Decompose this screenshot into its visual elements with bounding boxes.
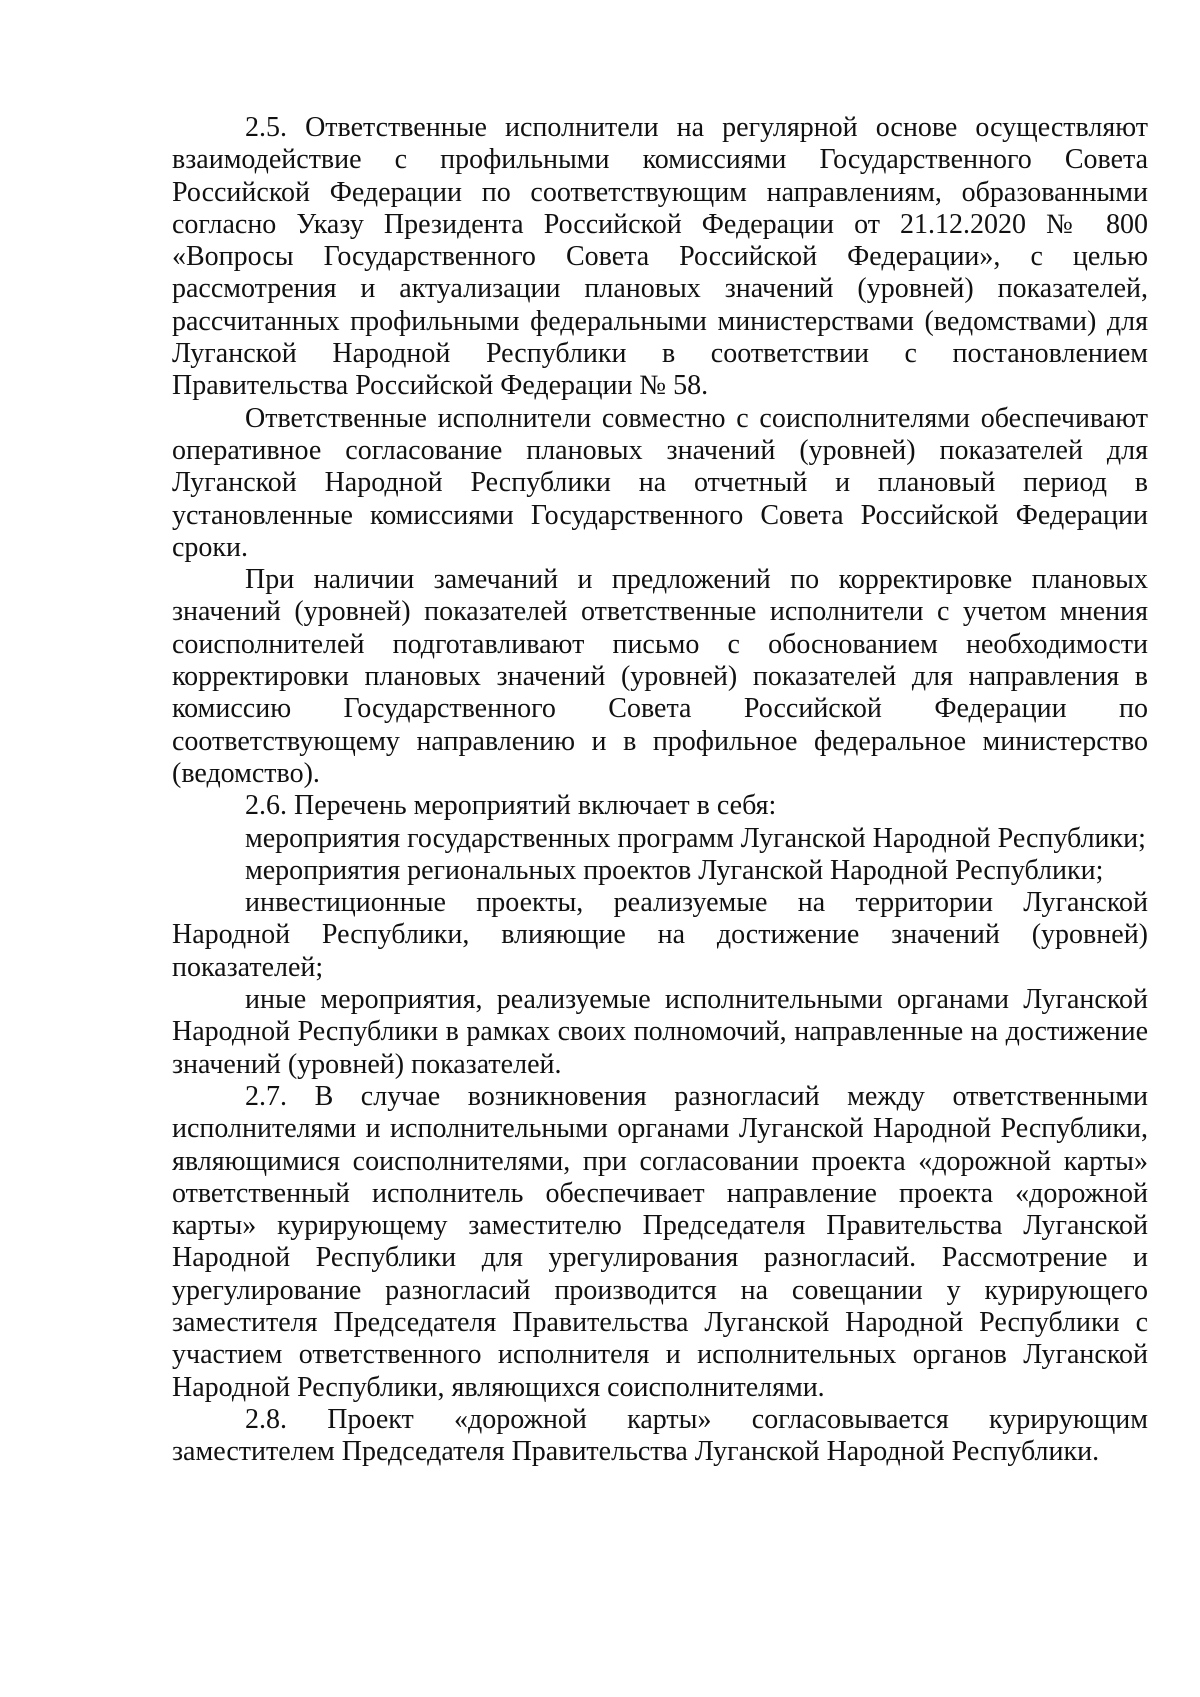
paragraph-2-5-corrections: При наличии замечаний и предложений по корректировке плановых значений (уровней) показателей ответственные исполнители с учетом мнения соисполнителей подготавливают письмо с обоснованием необходимости корректировки плановых значений (уровней) показателей для направления в комиссию Государственного Совета Российской Федерации по соответствующему направлению и в профильное федеральное министерство (ведомство). [172,564,1148,789]
paragraph-2-8: 2.8. Проект «дорожной карты» согласовывается курирующим заместителем Председателя Правительства Луганской Народной Республики. [172,1403,1148,1468]
list-item-state-programs: мероприятия государственных программ Луганской Народной Республики; [245,822,1146,854]
paragraph-2-5: 2.5. Ответственные исполнители на регулярной основе осуществляют взаимодействие с профильными комиссиями Государственного Совета Российской Федерации по соответствующим направлениям, образованными согласно Указу Президента Российской Федерации от 21.12.2020 № 800 «Вопросы Государственного Совета Российской Федерации», с целью рассмотрения и актуализации плановых значений (уровней) показателей, рассчитанных профильными федеральными министерствами (ведомствами) для Луганской Народной Республики в соответствии с постановлением Правительства Российской Федерации № 58. [172,112,1148,402]
list-item-investment-projects: инвестиционные проекты, реализуемые на территории Луганской Народной Республики, влияющие на достижение значений (уровней) показателей; [172,887,1148,983]
paragraph-2-5-coordination: Ответственные исполнители совместно с соисполнителями обеспечивают оперативное согласование плановых значений (уровней) показателей для Луганской Народной Республики на отчетный и плановый период в установленные комиссиями Государственного Совета Российской Федерации сроки. [172,402,1148,563]
paragraph-2-6: 2.6. Перечень мероприятий включает в себя: [245,790,777,822]
list-item-regional-projects: мероприятия региональных проектов Луганской Народной Республики; [245,854,1104,886]
list-item-other-activities: иные мероприятия, реализуемые исполнительными органами Луганской Народной Республики в рамках своих полномочий, направленные на достижение значений (уровней) показателей. [172,984,1148,1080]
document-page [172,112,1148,1468]
paragraph-2-7: 2.7. В случае возникновения разногласий между ответственными исполнителями и исполнительными органами Луганской Народной Республики, являющимися соисполнителями, при согласовании проекта «дорожной карты» ответственный исполнитель обеспечивает направление проекта «дорожной карты» курирующему заместителю Председателя Правительства Луганской Народной Республики для урегулирования разногласий. Рассмотрение и урегулирование разногласий производится на совещании у курирующего заместителя Председателя Правительства Луганской Народной Республики с участием ответственного исполнителя и исполнительных органов Луганской Народной Республики, являющихся соисполнителями. [172,1080,1148,1403]
